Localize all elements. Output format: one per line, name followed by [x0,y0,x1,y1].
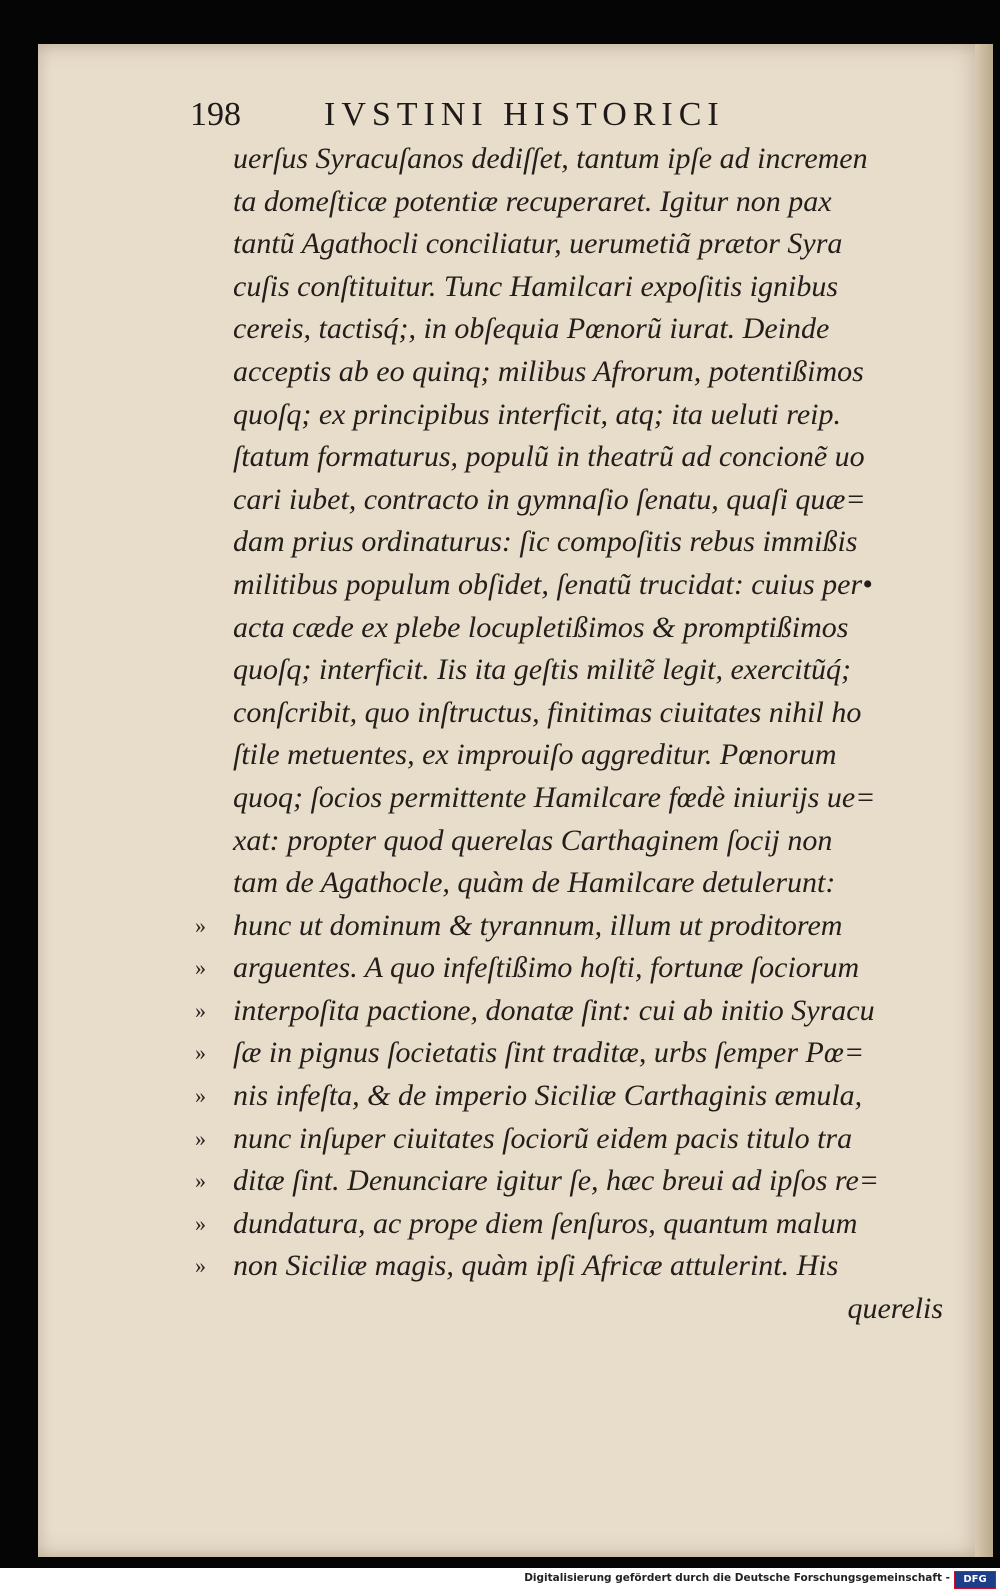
page-header [190,96,790,136]
page-number: 198 [190,96,241,133]
quote-mark: » [195,1125,206,1151]
line-text: tantũ Agathocli conciliatur, uerumetiã prætor Syra [233,227,843,261]
text-line [195,947,943,990]
quote-mark: » [195,1040,206,1066]
line-text: cuſis conſtituitur. Tunc Hamilcari expoſitis ignibus [233,269,838,303]
text-line [233,138,943,181]
running-title: IVSTINI HISTORICI [324,96,725,133]
line-text: hunc ut dominum & tyrannum, illum ut proditorem [233,908,843,942]
text-line [195,1075,943,1118]
line-text: tam de Agathocle, quàm de Hamilcare detulerunt: [233,866,836,900]
text-line [233,394,943,437]
line-text: ditæ ſint. Denunciare igitur ſe, hæc breui ad ipſos re= [233,1164,880,1198]
text-line [233,777,943,820]
text-line [195,1203,943,1246]
text-line [233,649,943,692]
line-text: ſæ in pignus ſocietatis ſint traditæ, urbs ſemper Pœ= [233,1036,865,1070]
quote-mark: » [195,997,206,1023]
text-line [233,351,943,394]
funding-credit: Digitalisierung gefördert durch die Deutsche Forschungsgemeinschaft - [524,1572,950,1584]
text-line [233,308,943,351]
quote-mark: » [195,912,206,938]
catchword: querelis [847,1292,943,1326]
text-line [233,820,943,863]
line-text: uerſus Syracuſanos dediſſet, tantum ipſe ad incremen [233,142,868,175]
body-text [195,138,943,1331]
line-text: ta domeſticæ potentiæ recuperaret. Igitur non pax [233,184,832,218]
line-text: ſtatum formaturus, populũ in theatrũ ad concionẽ uo [233,440,865,474]
text-line [233,564,943,607]
quote-mark: » [195,1083,206,1109]
line-text: quoq; ſocios permittente Hamilcare fœdè iniurijs ue= [233,780,876,814]
dfg-logo: DFG [954,1571,996,1589]
line-text: cari iubet, contracto in gymnaſio ſenatu, quaſi quæ= [233,482,866,516]
line-text: acta cæde ex plebe locupletißimos & promptißimos [233,610,849,644]
footer-bar [0,1568,1000,1593]
text-line [233,223,943,266]
text-line [233,266,943,309]
text-line [195,1032,943,1075]
line-text: ſtile metuentes, ex improuiſo aggreditur. Pœnorum [233,738,837,772]
line-text: dundatura, ac prope diem ſenſuros, quantum malum [233,1206,858,1240]
quote-mark: » [195,1210,206,1236]
line-text: militibus populum obſidet, ſenatũ trucidat: cuius per• [233,567,873,601]
text-line [233,479,943,522]
text-line [233,521,943,564]
line-text: acceptis ab eo quinq; milibus Afrorum, potentißimos [233,354,864,388]
text-line [195,1160,943,1203]
line-text: nis infeſta, & de imperio Siciliæ Carthaginis æmula, [233,1079,863,1113]
quote-mark: » [195,955,206,981]
text-line [195,905,943,948]
line-text: dam prius ordinaturus: ſic compoſitis rebus immißis [233,525,858,559]
line-text: arguentes. A quo infeſtißimo hoſti, fortunæ ſociorum [233,951,860,985]
line-text: xat: propter quod querelas Carthaginem ſocij non [233,823,833,857]
line-text: cereis, tactisq́;, in obſequia Pœnorũ iurat. Deinde [233,312,830,346]
text-line [195,1118,943,1161]
text-line [233,734,943,777]
line-text: quoſq; ex principibus interficit, atq; ita ueluti reip. [233,397,841,431]
line-text: conſcribit, quo inſtructus, finitimas ciuitates nihil ho [233,695,862,729]
text-line [233,607,943,650]
quote-mark: » [195,1168,206,1194]
text-line [233,436,943,479]
text-line [195,1245,943,1288]
quote-mark: » [195,1253,206,1279]
line-text: nunc inſuper ciuitates ſociorũ eidem pacis titulo tra [233,1121,853,1155]
line-text: non Siciliæ magis, quàm ipſi Africæ attulerint. His [233,1249,839,1283]
line-text: interpoſita pactione, donatæ ſint: cui ab initio Syracu [233,993,875,1027]
text-line [233,862,943,905]
page-edge [975,44,993,1557]
text-line [233,692,943,735]
line-text: quoſq; interficit. Iis ita geſtis militẽ legit, exercitũq́; [233,653,851,687]
text-line [195,990,943,1033]
text-line [233,181,943,224]
